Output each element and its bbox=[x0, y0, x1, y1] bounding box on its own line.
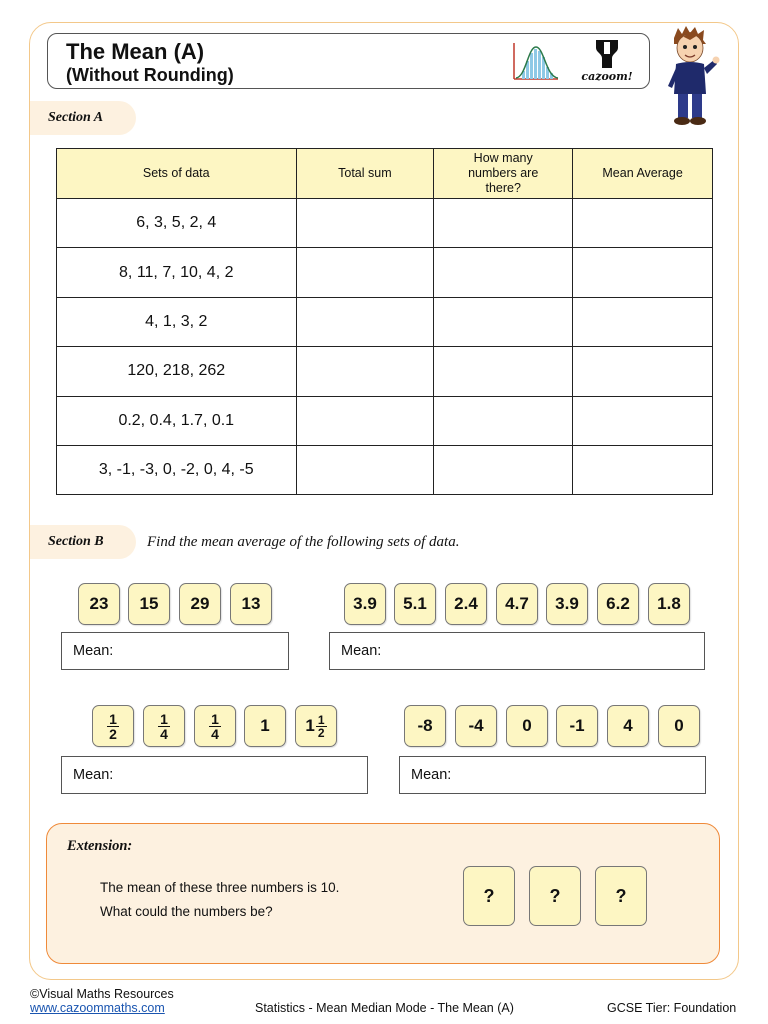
number-tile: 1 bbox=[244, 705, 286, 747]
mascot-boy-illustration bbox=[660, 24, 720, 128]
count-answer-cell[interactable] bbox=[434, 297, 573, 346]
section-a-label: Section A bbox=[30, 101, 136, 135]
mean-label: Mean: bbox=[73, 767, 114, 783]
fraction-tile: $\frac{1}{4}$ bbox=[143, 705, 185, 747]
number-tile: -8 bbox=[404, 705, 446, 747]
page-title: The Mean (A) bbox=[66, 39, 205, 64]
mean-label: Mean: bbox=[411, 767, 452, 783]
table-header-row bbox=[57, 149, 713, 199]
number-tile: 6.2 bbox=[597, 583, 639, 625]
mean-label: Mean: bbox=[73, 643, 114, 659]
total-sum-answer-cell[interactable] bbox=[296, 248, 434, 297]
mean-answer-box[interactable] bbox=[399, 756, 706, 794]
data-set-cell: 0.2, 0.4, 1.7, 0.1 bbox=[57, 396, 297, 445]
table-row bbox=[57, 347, 713, 396]
section-b-label: Section B bbox=[30, 525, 136, 559]
number-tile: 0 bbox=[506, 705, 548, 747]
number-tile: 4 bbox=[607, 705, 649, 747]
data-set-cell: 120, 218, 262 bbox=[57, 347, 297, 396]
count-answer-cell[interactable] bbox=[434, 248, 573, 297]
mean-answer-box[interactable] bbox=[61, 632, 289, 670]
data-set-cell: 4, 1, 3, 2 bbox=[57, 297, 297, 346]
count-answer-cell[interactable] bbox=[434, 199, 573, 248]
column-header: Total sum bbox=[296, 149, 434, 199]
mean-answer-cell[interactable] bbox=[573, 445, 713, 494]
number-tile: -1 bbox=[556, 705, 598, 747]
data-set-cell: 3, -1, -3, 0, -2, 0, 4, -5 bbox=[57, 445, 297, 494]
number-tile: 3.9 bbox=[546, 583, 588, 625]
footer-topic: Statistics - Mean Median Mode - The Mean (A) bbox=[255, 1001, 514, 1015]
number-tile: 29 bbox=[179, 583, 221, 625]
number-tile: -4 bbox=[455, 705, 497, 747]
extension-box bbox=[46, 823, 720, 964]
count-answer-cell[interactable] bbox=[434, 347, 573, 396]
logo-text: cazoom! bbox=[581, 70, 633, 83]
number-tile: 2.4 bbox=[445, 583, 487, 625]
number-tile: 5.1 bbox=[394, 583, 436, 625]
total-sum-answer-cell[interactable] bbox=[296, 396, 434, 445]
table-row bbox=[57, 445, 713, 494]
total-sum-answer-cell[interactable] bbox=[296, 347, 434, 396]
fraction-tile: $\frac{1}{2}$ bbox=[92, 705, 134, 747]
extension-question-line2: What could the numbers be? bbox=[100, 904, 273, 919]
footer-copyright: ©Visual Maths Resources bbox=[30, 987, 174, 1001]
data-set-cell: 8, 11, 7, 10, 4, 2 bbox=[57, 248, 297, 297]
table-row bbox=[57, 248, 713, 297]
total-sum-answer-cell[interactable] bbox=[296, 445, 434, 494]
count-answer-cell[interactable] bbox=[434, 445, 573, 494]
section-a-table bbox=[56, 148, 713, 495]
extension-title: Extension: bbox=[67, 838, 133, 854]
mixed-number-tile: 1 $\frac{1}{2}$ bbox=[295, 705, 337, 747]
number-tile: 13 bbox=[230, 583, 272, 625]
table-row bbox=[57, 199, 713, 248]
mean-answer-box[interactable] bbox=[61, 756, 368, 794]
mean-answer-cell[interactable] bbox=[573, 248, 713, 297]
mean-answer-cell[interactable] bbox=[573, 199, 713, 248]
number-tile: 0 bbox=[658, 705, 700, 747]
mean-answer-cell[interactable] bbox=[573, 396, 713, 445]
total-sum-answer-cell[interactable] bbox=[296, 199, 434, 248]
fraction-tile: $\frac{1}{4}$ bbox=[194, 705, 236, 747]
unknown-number-tile[interactable]: ? bbox=[595, 866, 647, 926]
page-subtitle: (Without Rounding) bbox=[66, 65, 234, 85]
table-row bbox=[57, 297, 713, 346]
number-tile: 3.9 bbox=[344, 583, 386, 625]
bell-curve-icon bbox=[512, 41, 560, 81]
column-header: Sets of data bbox=[57, 149, 297, 199]
logo-mark-icon bbox=[574, 38, 640, 70]
cazoom-logo bbox=[574, 38, 640, 86]
total-sum-answer-cell[interactable] bbox=[296, 297, 434, 346]
mean-answer-cell[interactable] bbox=[573, 347, 713, 396]
unknown-number-tile[interactable]: ? bbox=[529, 866, 581, 926]
footer-website-link[interactable]: www.cazoommaths.com bbox=[30, 1001, 165, 1015]
section-b-instruction: Find the mean average of the following sets of data. bbox=[147, 534, 460, 550]
mean-label: Mean: bbox=[341, 643, 382, 659]
mean-answer-cell[interactable] bbox=[573, 297, 713, 346]
footer-tier: GCSE Tier: Foundation bbox=[607, 1001, 737, 1015]
number-tile: 15 bbox=[128, 583, 170, 625]
number-tile: 23 bbox=[78, 583, 120, 625]
extension-question-line1: The mean of these three numbers is 10. bbox=[100, 880, 340, 895]
column-header: How many numbers are there? bbox=[434, 149, 573, 199]
number-tile: 4.7 bbox=[496, 583, 538, 625]
mean-answer-box[interactable] bbox=[329, 632, 705, 670]
column-header: Mean Average bbox=[573, 149, 713, 199]
data-set-cell: 6, 3, 5, 2, 4 bbox=[57, 199, 297, 248]
number-tile: 1.8 bbox=[648, 583, 690, 625]
count-answer-cell[interactable] bbox=[434, 396, 573, 445]
unknown-number-tile[interactable]: ? bbox=[463, 866, 515, 926]
table-row bbox=[57, 396, 713, 445]
